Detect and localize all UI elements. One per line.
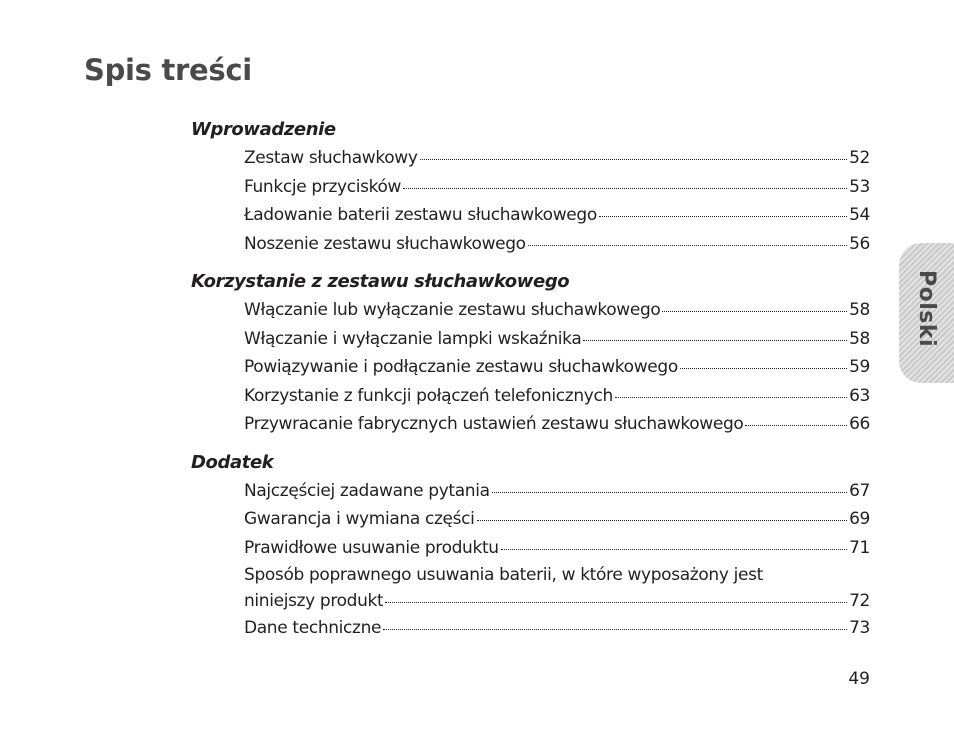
entry-label-continued: niniejszy produkt (244, 591, 384, 611)
toc-entry[interactable] (244, 296, 870, 325)
dot-leader (599, 215, 847, 217)
entry-label: Włączanie i wyłączanie lampki wskaźnika (244, 328, 582, 349)
dot-leader (477, 519, 848, 521)
entry-page: 58 (849, 328, 870, 349)
toc-section-appendix (191, 449, 870, 643)
entry-label: Powiązywanie i podłączanie zestawu słuchawkowego (244, 357, 678, 377)
entry-label: Korzystanie z funkcji połączeń telefonicznych (244, 385, 613, 406)
entry-label: Dane techniczne (244, 618, 382, 638)
page-title: Spis treści (84, 53, 252, 87)
entry-page: 66 (849, 414, 870, 434)
toc-entry[interactable] (244, 353, 870, 382)
dot-leader (385, 601, 847, 603)
dot-leader (680, 367, 847, 369)
entry-label: Zestaw słuchawkowy (244, 148, 418, 168)
entry-page: 53 (849, 176, 870, 197)
dot-leader (403, 187, 847, 189)
dot-leader (420, 158, 848, 160)
dot-leader (492, 491, 847, 493)
toc-entry[interactable] (244, 325, 870, 354)
toc-entry[interactable] (244, 230, 870, 259)
entry-page: 69 (849, 509, 870, 529)
entry-page: 58 (849, 300, 870, 320)
entry-label: Prawidłowe usuwanie produktu (244, 537, 499, 558)
entry-page: 72 (849, 591, 870, 611)
toc-entry[interactable] (244, 505, 870, 534)
entry-page: 59 (849, 357, 870, 377)
entry-page: 56 (849, 233, 870, 254)
toc-entry[interactable] (244, 382, 870, 411)
dot-leader (745, 424, 847, 426)
entry-label: Przywracanie fabrycznych ustawień zestawu słuchawkowego (244, 414, 744, 434)
toc-section-introduction (191, 116, 870, 258)
entry-label: Ładowanie baterii zestawu słuchawkowego (244, 205, 597, 225)
toc-entry[interactable] (244, 410, 870, 439)
toc-entry[interactable] (244, 173, 870, 202)
dot-leader (615, 396, 847, 398)
entry-page: 54 (849, 205, 870, 225)
dot-leader (383, 628, 847, 630)
dot-leader (528, 244, 847, 246)
entry-label: Gwarancja i wymiana części (244, 509, 475, 529)
entry-label: Najczęściej zadawane pytania (244, 480, 490, 501)
toc-entry[interactable] (244, 477, 870, 506)
dot-leader (501, 548, 847, 550)
dot-leader (583, 339, 847, 341)
toc-entry[interactable] (244, 201, 870, 230)
entry-page: 73 (849, 618, 870, 638)
section-heading: Korzystanie z zestawu słuchawkowego (191, 271, 570, 292)
toc-entry[interactable] (244, 562, 870, 614)
entry-label: Sposób poprawnego usuwania baterii, w które wyposażony jest (244, 565, 763, 585)
dot-leader (662, 310, 847, 312)
section-heading: Dodatek (191, 451, 274, 473)
entry-page: 71 (849, 537, 870, 558)
entry-page: 63 (849, 385, 870, 406)
toc-section-usage (191, 268, 870, 439)
toc-entry[interactable] (244, 144, 870, 173)
section-heading: Wprowadzenie (191, 119, 336, 140)
language-tab-label: Polski (914, 270, 939, 348)
entry-label: Noszenie zestawu słuchawkowego (244, 233, 526, 254)
page-number: 49 (848, 669, 870, 689)
entry-label: Funkcje przycisków (244, 176, 402, 197)
toc-entry[interactable] (244, 614, 870, 643)
toc-entry[interactable] (244, 534, 870, 563)
entry-page: 52 (849, 148, 870, 168)
entry-label: Włączanie lub wyłączanie zestawu słuchawkowego (244, 300, 661, 320)
entry-page: 67 (849, 480, 870, 501)
table-of-contents (191, 116, 870, 643)
